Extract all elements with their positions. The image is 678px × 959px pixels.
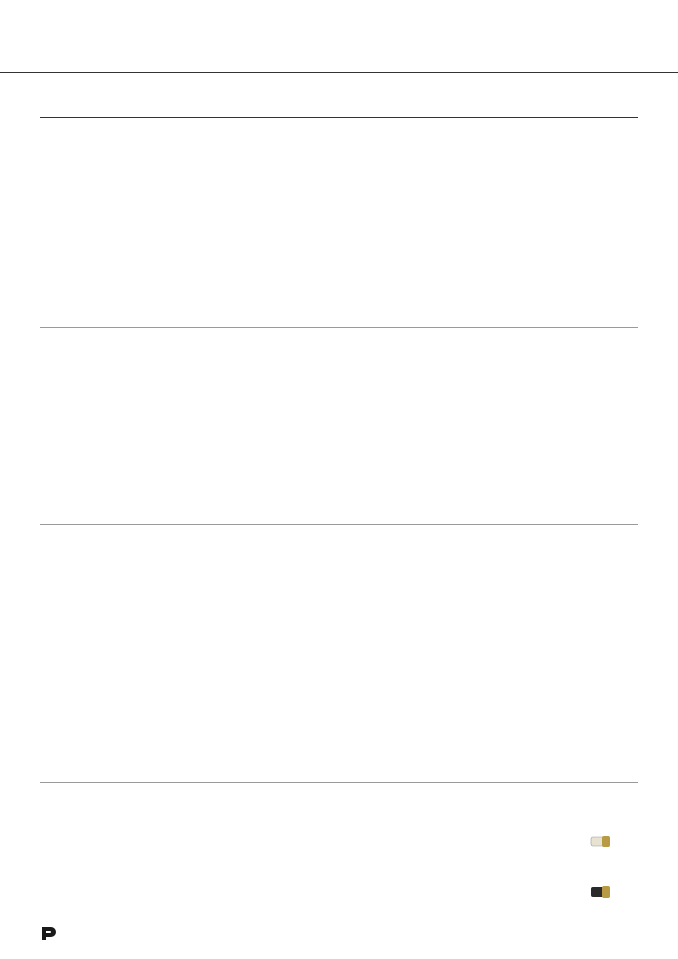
header-rule (0, 72, 678, 73)
poletti-logo-icon (40, 925, 57, 941)
product-separator (40, 524, 638, 525)
poletti-logo (40, 924, 59, 942)
section-rule (40, 117, 638, 118)
efs-white-swatch (590, 834, 612, 848)
product-separator (40, 327, 638, 328)
finishes-separator (40, 782, 638, 783)
efs-block (556, 796, 638, 803)
efs-black-swatch (590, 884, 612, 900)
